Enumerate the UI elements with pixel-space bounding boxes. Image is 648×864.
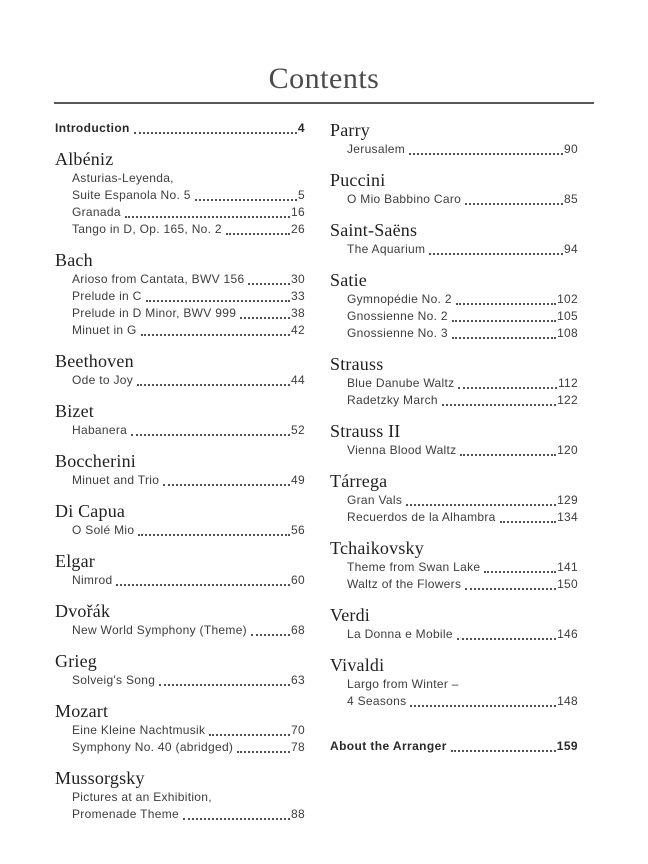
toc-standalone-entry <box>55 120 305 137</box>
dot-leader <box>457 638 556 640</box>
entry-page-number: 38 <box>291 306 305 320</box>
composer-heading: Beethoven <box>55 351 134 371</box>
entry-title: Minuet and Trio <box>72 473 160 487</box>
entry-title: O Mio Babbino Caro <box>347 192 462 206</box>
entry-list <box>55 422 305 439</box>
composer-heading: Parry <box>330 120 370 140</box>
entry-page-number: 90 <box>564 142 578 156</box>
entry-list <box>55 372 305 389</box>
toc-section <box>330 421 578 459</box>
entry-list <box>330 191 578 208</box>
toc-entry-row <box>55 622 305 639</box>
entry-page-number: 4 <box>297 121 305 135</box>
dot-leader <box>429 253 563 255</box>
entry-list <box>330 375 578 409</box>
entry-list <box>330 626 578 643</box>
entry-title: Solveig's Song <box>72 673 156 687</box>
entry-page-number: 52 <box>291 423 305 437</box>
dot-leader <box>125 216 290 218</box>
dot-leader <box>465 203 563 205</box>
toc-section <box>55 149 305 238</box>
toc-standalone-entry <box>330 738 578 755</box>
entry-page-number: 70 <box>291 723 305 737</box>
entry-list <box>55 170 305 238</box>
composer-heading: Tchaikovsky <box>330 538 424 558</box>
dot-leader <box>141 334 290 336</box>
entry-page-number: 108 <box>557 326 578 340</box>
entry-title: Habanera <box>72 423 128 437</box>
title-divider <box>54 102 594 104</box>
composer-heading: Dvořák <box>55 601 111 621</box>
dot-leader <box>452 320 556 322</box>
entry-title: Arioso from Cantata, BWV 156 <box>72 272 245 286</box>
toc-entry-row <box>55 739 305 756</box>
composer-heading: Albéniz <box>55 149 114 169</box>
toc-section <box>330 270 578 342</box>
dot-leader <box>409 153 563 155</box>
toc-section <box>55 601 305 639</box>
entry-page-number: 148 <box>557 694 578 708</box>
entry-page-number: 105 <box>557 309 578 323</box>
entry-page-number: 134 <box>557 510 578 524</box>
toc-section <box>330 605 578 643</box>
entry-title: O Solé Mio <box>72 523 135 537</box>
dot-leader <box>116 584 290 586</box>
toc-entry-row <box>330 308 578 325</box>
entry-page-number: 30 <box>291 272 305 286</box>
toc-section <box>330 354 578 409</box>
dot-leader <box>163 484 290 486</box>
composer-heading: Strauss II <box>330 421 401 441</box>
toc-entry-row <box>55 672 305 689</box>
composer-heading: Strauss <box>330 354 384 374</box>
toc-section <box>55 351 305 389</box>
entry-page-number: 122 <box>557 393 578 407</box>
entry-list <box>330 141 578 158</box>
dot-leader <box>251 634 290 636</box>
toc-standalone-row <box>55 120 305 137</box>
entry-page-number: 44 <box>291 373 305 387</box>
toc-entry-row <box>55 806 305 823</box>
toc-entry-row <box>55 522 305 539</box>
entry-page-number: 102 <box>557 292 578 306</box>
entry-title: Theme from Swan Lake <box>347 560 481 574</box>
entry-title-line: Pictures at an Exhibition, <box>72 790 212 804</box>
dot-leader <box>451 750 556 752</box>
dot-leader <box>500 521 556 523</box>
toc-section <box>55 250 305 339</box>
toc-entry-row <box>330 375 578 392</box>
entry-page-number: 88 <box>291 807 305 821</box>
toc-section <box>330 471 578 526</box>
toc-entry-row <box>330 693 578 710</box>
dot-leader <box>183 818 290 820</box>
entry-page-number: 159 <box>556 739 578 753</box>
toc-entry-row <box>330 442 578 459</box>
composer-heading: Bach <box>55 250 93 270</box>
entry-title: Granada <box>72 205 121 219</box>
toc-entry-row <box>330 325 578 342</box>
entry-list <box>55 789 305 823</box>
page-title: Contents <box>268 62 380 95</box>
entry-title: Tango in D, Op. 165, No. 2 <box>72 222 222 236</box>
toc-entry-row <box>55 422 305 439</box>
entry-title: Promenade Theme <box>72 807 180 821</box>
toc-section <box>330 170 578 208</box>
dot-leader <box>248 283 290 285</box>
entry-title: Gymnopédie No. 2 <box>347 292 452 306</box>
toc-entry-row <box>330 241 578 258</box>
dot-leader <box>138 534 290 536</box>
composer-heading: Tárrega <box>330 471 388 491</box>
toc-standalone-row <box>330 738 578 755</box>
entry-list <box>55 672 305 689</box>
toc-section <box>55 501 305 539</box>
entry-page-number: 120 <box>557 443 578 457</box>
entry-page-number: 26 <box>291 222 305 236</box>
toc-section <box>55 451 305 489</box>
entry-list <box>330 291 578 342</box>
dot-leader <box>195 199 297 201</box>
entry-page-number: 141 <box>557 560 578 574</box>
composer-heading: Di Capua <box>55 501 126 521</box>
entry-page-number: 5 <box>298 188 305 202</box>
dot-leader <box>406 504 556 506</box>
entry-page-number: 94 <box>564 242 578 256</box>
entry-title: Ode to Joy <box>72 373 134 387</box>
dot-leader <box>137 384 290 386</box>
entry-page-number: 150 <box>557 577 578 591</box>
entry-page-number: 16 <box>291 205 305 219</box>
toc-entry-row <box>330 576 578 593</box>
toc-entry-row <box>55 472 305 489</box>
dot-leader <box>410 705 556 707</box>
entry-list <box>55 622 305 639</box>
dot-leader <box>465 588 556 590</box>
entry-page-number: 68 <box>291 623 305 637</box>
toc-entry-row <box>55 288 305 305</box>
dot-leader <box>159 684 290 686</box>
entry-page-number: 129 <box>557 493 578 507</box>
toc-entry-row <box>330 492 578 509</box>
entry-title: Prelude in C <box>72 289 142 303</box>
dot-leader <box>237 751 290 753</box>
entry-title: Gnossienne No. 2 <box>347 309 448 323</box>
toc-columns <box>55 120 648 823</box>
dot-leader <box>209 734 290 736</box>
entry-list <box>55 572 305 589</box>
entry-list <box>55 472 305 489</box>
entry-title: About the Arranger <box>330 739 447 753</box>
composer-heading: Saint-Saëns <box>330 220 418 240</box>
entry-page-number: 112 <box>557 376 578 390</box>
toc-entry-row <box>330 626 578 643</box>
toc-section <box>55 768 305 823</box>
toc-section <box>330 220 578 258</box>
entry-title: Minuet in G <box>72 323 137 337</box>
entry-title: Jerusalem <box>347 142 406 156</box>
entry-title: Vienna Blood Waltz <box>347 443 457 457</box>
composer-heading: Vivaldi <box>330 655 385 675</box>
toc-entry-row <box>55 722 305 739</box>
composer-heading: Puccini <box>330 170 386 190</box>
entry-page-number: 42 <box>291 323 305 337</box>
entry-page-number: 85 <box>564 192 578 206</box>
toc-entry-row <box>330 291 578 308</box>
entry-title: Symphony No. 40 (abridged) <box>72 740 234 754</box>
entry-title: Introduction <box>55 121 130 135</box>
entry-page-number: 78 <box>291 740 305 754</box>
dot-leader <box>240 317 290 319</box>
dot-leader <box>131 434 290 436</box>
composer-heading: Verdi <box>330 605 370 625</box>
entry-page-number: 49 <box>291 473 305 487</box>
toc-entry-row <box>55 221 305 238</box>
entry-list <box>55 722 305 756</box>
entry-page-number: 60 <box>291 573 305 587</box>
dot-leader <box>484 571 556 573</box>
entry-title: La Donna e Mobile <box>347 627 453 641</box>
dot-leader <box>134 132 297 134</box>
entry-title: Radetzky March <box>347 393 438 407</box>
toc-entry-row <box>330 191 578 208</box>
dot-leader <box>458 387 557 389</box>
entry-title: Suite Espanola No. 5 <box>72 188 191 202</box>
composer-heading: Elgar <box>55 551 95 571</box>
entry-list <box>330 559 578 593</box>
entry-list <box>330 241 578 258</box>
entry-list <box>55 522 305 539</box>
entry-page-number: 63 <box>291 673 305 687</box>
entry-title: Gran Vals <box>347 493 403 507</box>
entry-list <box>55 271 305 339</box>
toc-entry-row <box>55 187 305 204</box>
entry-title: Recuerdos de la Alhambra <box>347 510 496 524</box>
toc-entry-row <box>55 305 305 322</box>
dot-leader <box>146 300 290 302</box>
toc-section <box>55 701 305 756</box>
toc-entry-row <box>330 509 578 526</box>
toc-section <box>55 551 305 589</box>
entry-list <box>330 492 578 526</box>
entry-title-line: Largo from Winter – <box>347 677 459 691</box>
toc-entry-row <box>330 559 578 576</box>
toc-section <box>55 651 305 689</box>
composer-heading: Boccherini <box>55 451 136 471</box>
entry-page-number: 146 <box>557 627 578 641</box>
entry-title: New World Symphony (Theme) <box>72 623 247 637</box>
composer-heading: Bizet <box>55 401 94 421</box>
toc-section <box>55 401 305 439</box>
entry-page-number: 33 <box>291 289 305 303</box>
entry-title-line: Asturias-Leyenda, <box>72 171 174 185</box>
composer-heading: Mussorgsky <box>55 768 145 788</box>
dot-leader <box>226 233 290 235</box>
dot-leader <box>460 454 556 456</box>
toc-column-right <box>330 120 578 823</box>
entry-list <box>330 676 578 710</box>
composer-heading: Mozart <box>55 701 109 721</box>
toc-entry-row <box>55 204 305 221</box>
toc-entry-row <box>55 322 305 339</box>
entry-title: Nimrod <box>72 573 113 587</box>
toc-section <box>330 120 578 158</box>
entry-page-number: 56 <box>291 523 305 537</box>
entry-title: Eine Kleine Nachtmusik <box>72 723 206 737</box>
entry-title: Blue Danube Waltz <box>347 376 455 390</box>
entry-list <box>330 442 578 459</box>
toc-entry-row <box>55 271 305 288</box>
entry-title: 4 Seasons <box>347 694 407 708</box>
entry-title: Gnossienne No. 3 <box>347 326 448 340</box>
toc-column-left <box>55 120 305 823</box>
entry-title: Prelude in D Minor, BWV 999 <box>72 306 237 320</box>
dot-leader <box>442 404 556 406</box>
toc-entry-row <box>330 141 578 158</box>
composer-heading: Grieg <box>55 651 97 671</box>
toc-entry-row <box>55 372 305 389</box>
entry-title: Waltz of the Flowers <box>347 577 462 591</box>
toc-entry-row <box>55 572 305 589</box>
entry-title: The Aquarium <box>347 242 426 256</box>
dot-leader <box>452 337 556 339</box>
toc-section <box>330 655 578 710</box>
toc-section <box>330 538 578 593</box>
composer-heading: Satie <box>330 270 367 290</box>
toc-entry-row <box>330 392 578 409</box>
dot-leader <box>456 303 556 305</box>
